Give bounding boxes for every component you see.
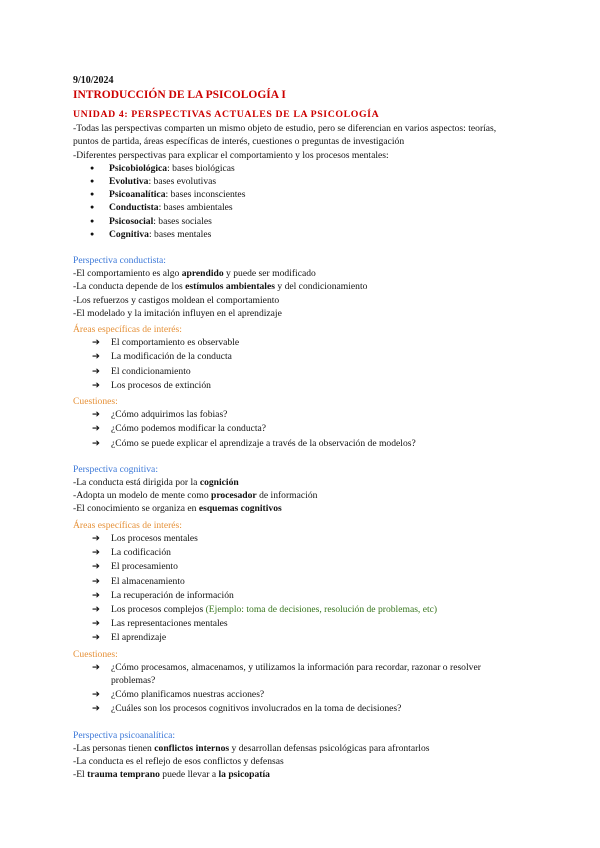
arrow-icon: ➔ bbox=[92, 337, 101, 349]
list-item: ➔ ¿Cómo planificamos nuestras acciones? bbox=[92, 689, 265, 701]
arrow-icon: ➔ bbox=[92, 532, 101, 544]
list-item: ➔ La recuperación de información bbox=[92, 589, 234, 601]
arrow-icon: ➔ bbox=[92, 603, 101, 615]
arrow-icon: ➔ bbox=[92, 379, 101, 391]
intro-line-3: -Diferentes perspectivas para explicar el comportamiento y los procesos mentales: bbox=[73, 149, 389, 161]
arrow-icon: ➔ bbox=[92, 561, 101, 573]
areas-list-conductista bbox=[73, 336, 560, 392]
example-note: (Ejemplo: toma de decisiones, resolución de problemas, etc) bbox=[205, 603, 438, 615]
areas-list-cognitiva bbox=[73, 532, 560, 645]
arrow-icon: ➔ bbox=[92, 547, 101, 559]
psicoanalitica-line-2: -La conducta es el reflejo de esos conflictos y defensas bbox=[73, 755, 284, 767]
arrow-icon: ➔ bbox=[92, 437, 101, 449]
unit-title: UNIDAD 4: PERSPECTIVAS ACTUALES DE LA PSICOLOGÍA bbox=[73, 109, 380, 121]
perspectives-list bbox=[73, 162, 560, 241]
arrow-icon: ➔ bbox=[92, 632, 101, 644]
list-item: ➔ El condicionamiento bbox=[92, 365, 191, 377]
list-item: ➔ Los procesos de extinción bbox=[92, 379, 211, 391]
section-heading-conductista: Perspectiva conductista: bbox=[73, 255, 166, 267]
intro-line-2: puntos de partida, áreas específicas de interés, cuestiones o preguntas de investigación bbox=[73, 136, 405, 148]
list-item: ● Psicoanalítica: bases inconscientes bbox=[90, 188, 560, 201]
psicoanalitica-line-3: -El trauma temprano puede llevar a la psicopatía bbox=[73, 769, 270, 781]
arrow-icon: ➔ bbox=[92, 351, 101, 363]
arrow-icon: ➔ bbox=[92, 703, 101, 715]
conductista-line-1: -El comportamiento es algo aprendido y puede ser modificado bbox=[73, 268, 316, 280]
list-item: ➔ ¿Cómo adquirimos las fobias? bbox=[92, 409, 228, 421]
section-heading-psicoanalitica: Perspectiva psicoanalítica: bbox=[73, 729, 176, 741]
arrow-icon: ➔ bbox=[92, 689, 101, 701]
arrow-icon: ➔ bbox=[92, 661, 101, 673]
psicoanalitica-line-1: -Las personas tienen conflictos internos y desarrollan defensas psicológicas para afrontarlos bbox=[73, 742, 430, 754]
list-item: ● Evolutiva: bases evolutivas bbox=[90, 175, 560, 188]
list-item: ➔ ¿Cómo se puede explicar el aprendizaje a través de la observación de modelos? bbox=[92, 437, 416, 449]
intro-line-1: -Todas las perspectivas comparten un mismo objeto de estudio, pero se diferencian en varios aspectos: teorías, bbox=[73, 123, 497, 135]
list-item: ➔ La modificación de la conducta bbox=[92, 351, 232, 363]
cognitiva-line-1: -La conducta está dirigida por la cognición bbox=[73, 477, 239, 489]
cuestiones-heading-cognitiva: Cuestiones: bbox=[73, 648, 118, 660]
list-item: ➔ El aprendizaje bbox=[92, 632, 167, 644]
conductista-line-4: -El modelado y la imitación influyen en el aprendizaje bbox=[73, 307, 282, 319]
arrow-icon: ➔ bbox=[92, 423, 101, 435]
arrow-icon: ➔ bbox=[92, 409, 101, 421]
conductista-line-3: -Los refuerzos y castigos moldean el comportamiento bbox=[73, 294, 280, 306]
arrow-icon: ➔ bbox=[92, 575, 101, 587]
list-item: ➔ El almacenamiento bbox=[92, 575, 185, 587]
list-item: ● Psicosocial: bases sociales bbox=[90, 215, 560, 228]
document-title: INTRODUCCIÓN DE LA PSICOLOGÍA I bbox=[73, 89, 286, 102]
list-item: ● Psicobiológica: bases biológicas bbox=[90, 162, 560, 175]
list-item: ➔ La codificación bbox=[92, 547, 171, 559]
arrow-icon: ➔ bbox=[92, 365, 101, 377]
cognitiva-line-2: -Adopta un modelo de mente como procesador de información bbox=[73, 490, 318, 502]
areas-heading-cognitiva: Áreas específicas de interés: bbox=[73, 519, 182, 531]
list-item: ➔ El comportamiento es observable bbox=[92, 337, 240, 349]
arrow-icon: ➔ bbox=[92, 618, 101, 630]
list-item: ➔ ¿Cómo podemos modificar la conducta? bbox=[92, 423, 267, 435]
cuestiones-heading-conductista: Cuestiones: bbox=[73, 396, 118, 408]
list-item: ● Conductista: bases ambientales bbox=[90, 201, 560, 214]
list-item: ➔ El procesamiento bbox=[92, 561, 178, 573]
areas-heading-conductista: Áreas específicas de interés: bbox=[73, 324, 182, 336]
conductista-line-2: -La conducta depende de los estímulos ambientales y del condicionamiento bbox=[73, 281, 368, 293]
list-item: ➔ Los procesos complejos (Ejemplo: toma de decisiones, resolución de problemas, etc) bbox=[92, 603, 438, 615]
cognitiva-line-3: -El conocimiento se organiza en esquemas cognitivos bbox=[73, 503, 282, 515]
list-item: ● Cognitiva: bases mentales bbox=[90, 228, 560, 241]
cuestiones-list-cognitiva bbox=[73, 661, 560, 716]
arrow-icon: ➔ bbox=[92, 589, 101, 601]
list-item: ➔ ¿Cómo procesamos, almacenamos, y utilizamos la información para recordar, razonar o resolver problemas? bbox=[92, 661, 481, 686]
section-heading-cognitiva: Perspectiva cognitiva: bbox=[73, 463, 158, 475]
list-item: ➔ ¿Cuáles son los procesos cognitivos involucrados en la toma de decisiones? bbox=[92, 703, 402, 715]
list-item: ➔ Los procesos mentales bbox=[92, 532, 198, 544]
cuestiones-list-conductista bbox=[73, 408, 560, 450]
date: 9/10/2024 bbox=[73, 75, 114, 86]
list-item: ➔ Las representaciones mentales bbox=[92, 618, 228, 630]
